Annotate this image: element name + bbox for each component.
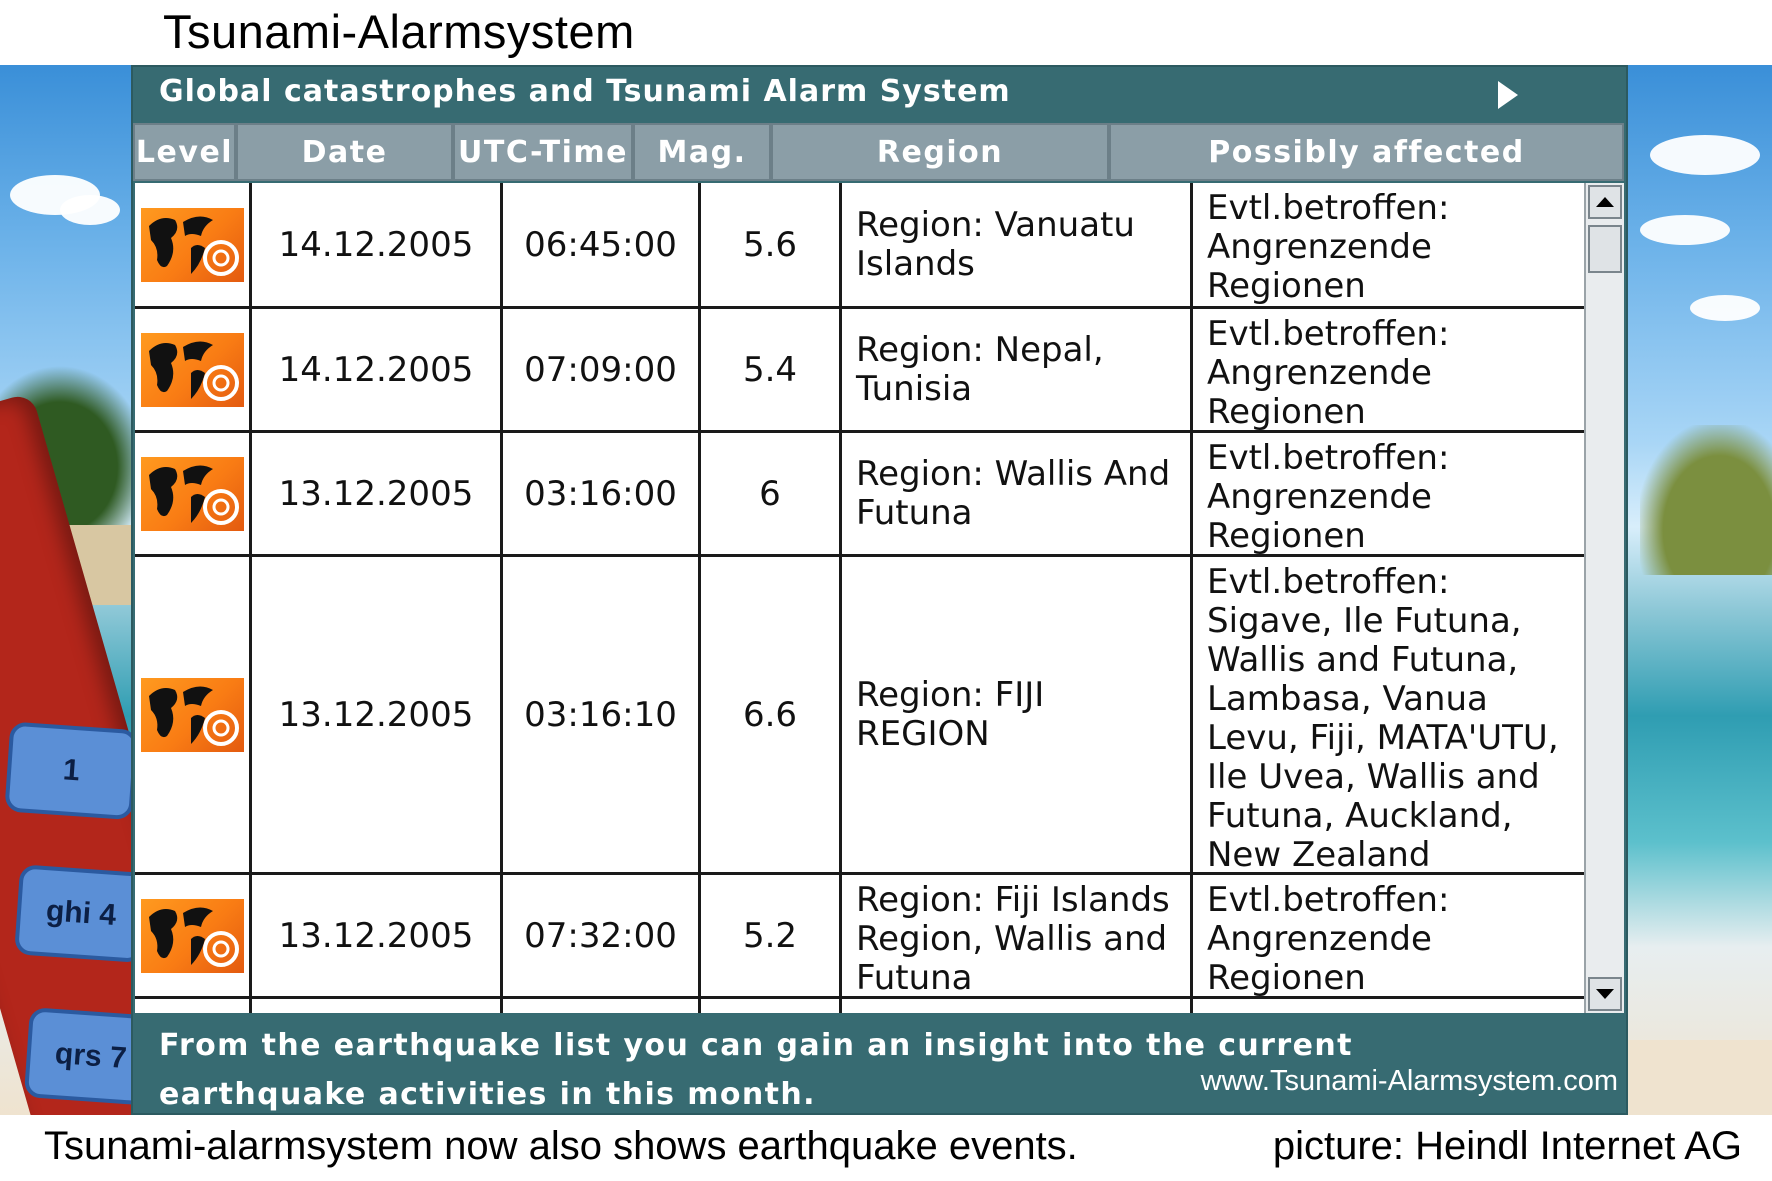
affected-line: Sigave, Ile Futuna,: [1207, 601, 1522, 641]
date-cell: 13.12.2005: [252, 875, 503, 996]
column-header-date[interactable]: Date: [236, 123, 453, 181]
column-header-utc-time[interactable]: UTC-Time: [453, 123, 633, 181]
affected-line: Evtl.betroffen:: [1207, 562, 1450, 602]
affected-line: Angrenzende: [1207, 227, 1432, 267]
table-scrollbar[interactable]: [1584, 183, 1624, 1013]
panel-footer: [133, 1013, 1626, 1117]
affected-line: Evtl.betroffen:: [1207, 188, 1450, 228]
region-line: Tunisia: [856, 368, 973, 409]
affected-line: New Zealand: [1207, 835, 1431, 875]
column-header-region[interactable]: Region: [771, 123, 1109, 181]
table-header: [133, 123, 1624, 181]
level-cell: [135, 309, 252, 430]
affected-line: Angrenzende: [1207, 477, 1432, 517]
panel-header: [133, 67, 1626, 123]
date-cell: 14.12.2005: [252, 183, 503, 306]
phone-key-4: ghi 4: [14, 864, 148, 963]
level-cell: [135, 183, 252, 306]
region-line: Region: FIJI: [856, 674, 1045, 715]
time-cell: 03:16:10: [503, 557, 701, 872]
affected-line: Regionen: [1207, 516, 1366, 556]
table-row[interactable]: [135, 433, 1584, 557]
affected-line: Wallis and Futuna,: [1207, 640, 1519, 680]
region-line: Islands: [856, 243, 975, 284]
region-line: REGION: [856, 713, 990, 754]
table-row[interactable]: [135, 183, 1584, 309]
affected-line: Futuna, Auckland,: [1207, 796, 1513, 836]
play-arrow-icon[interactable]: [1498, 81, 1518, 109]
table-row[interactable]: [135, 309, 1584, 433]
affected-line: Evtl.betroffen:: [1207, 314, 1450, 354]
date-cell: 13.12.2005: [252, 557, 503, 872]
table-row[interactable]: [135, 557, 1584, 875]
affected-line: Regionen: [1207, 266, 1366, 306]
affected-line: Lambasa, Vanua: [1207, 679, 1488, 719]
affected-line: Angrenzende: [1207, 919, 1432, 959]
date-cell: 13.12.2005: [252, 433, 503, 554]
region-cell: [842, 433, 1193, 554]
region-line: Region: Fiji Islands: [856, 880, 1170, 920]
affected-cell: [1193, 557, 1584, 875]
affected-line: Regionen: [1207, 392, 1366, 432]
arrow-down-icon: [1596, 989, 1614, 999]
magnitude-cell: 6: [701, 433, 842, 554]
earthquake-globe-icon: [141, 457, 244, 531]
time-cell: 07:32:00: [503, 875, 701, 996]
table-row[interactable]: [135, 999, 1584, 1013]
affected-line: Angrenzende: [1207, 353, 1432, 393]
affected-cell: [1193, 433, 1584, 554]
alarm-system-panel: [131, 65, 1628, 1115]
phone-key-7: qrs 7: [24, 1007, 158, 1106]
region-cell: [842, 875, 1193, 996]
affected-cell: [1193, 875, 1584, 996]
affected-line: Evtl.betroffen:: [1207, 880, 1450, 920]
scroll-thumb[interactable]: [1588, 225, 1622, 273]
page-title: Tsunami-Alarmsystem: [163, 5, 635, 58]
region-cell: [842, 557, 1193, 872]
earthquake-globe-icon: [141, 899, 244, 973]
earthquake-globe-icon: [141, 208, 244, 282]
magnitude-cell: 6.6: [701, 557, 842, 872]
date-cell: 14.12.2005: [252, 309, 503, 430]
footer-description: From the earthquake list you can gain an insight into the current earthquake activities in this month.: [159, 1028, 1353, 1112]
time-cell: 07:09:00: [503, 309, 701, 430]
magnitude-cell: 5.6: [701, 183, 842, 306]
panel-title: Global catastrophes and Tsunami Alarm System: [159, 74, 1011, 109]
region-line: Region: Nepal,: [856, 329, 1104, 370]
earthquake-table: [135, 183, 1584, 1013]
affected-cell: [1193, 309, 1584, 430]
column-header-mag[interactable]: Mag.: [633, 123, 771, 181]
affected-line: Ile Uvea, Wallis and: [1207, 757, 1540, 797]
time-cell: 06:45:00: [503, 183, 701, 306]
region-cell: [842, 183, 1193, 306]
arrow-up-icon: [1596, 197, 1614, 207]
region-line: Futuna: [856, 492, 973, 533]
magnitude-cell: 5.2: [701, 875, 842, 996]
region-line: Futuna: [856, 958, 973, 998]
caption-credit: picture: Heindl Internet AG: [1272, 1124, 1742, 1168]
phone-key-1: 1: [4, 721, 138, 820]
region-line: Region, Wallis and: [856, 919, 1168, 959]
footer-url-link[interactable]: www.Tsunami-Alarmsystem.com: [1200, 1065, 1618, 1097]
affected-cell: [1193, 183, 1584, 306]
column-header-possibly-affected[interactable]: Possibly affected: [1109, 123, 1624, 181]
magnitude-cell: 5.4: [701, 309, 842, 430]
level-cell: [135, 875, 252, 996]
time-cell: 03:16:00: [503, 433, 701, 554]
scroll-up-button[interactable]: [1588, 185, 1622, 219]
column-header-level[interactable]: Level: [133, 123, 236, 181]
region-line: Region: Wallis And: [856, 453, 1171, 494]
affected-line: Evtl.betroffen:: [1207, 438, 1450, 478]
scroll-down-button[interactable]: [1588, 977, 1622, 1011]
caption-left: Tsunami-alarmsystem now also shows earthquake events.: [44, 1124, 1078, 1168]
affected-line: Regionen: [1207, 958, 1366, 998]
level-cell: [135, 557, 252, 872]
affected-line: Levu, Fiji, MATA'UTU,: [1207, 718, 1559, 758]
earthquake-globe-icon: [141, 333, 244, 407]
region-cell: [842, 309, 1193, 430]
table-row[interactable]: [135, 875, 1584, 999]
earthquake-globe-icon: [141, 678, 244, 752]
region-line: Region: Vanuatu: [856, 204, 1135, 245]
level-cell: [135, 433, 252, 554]
